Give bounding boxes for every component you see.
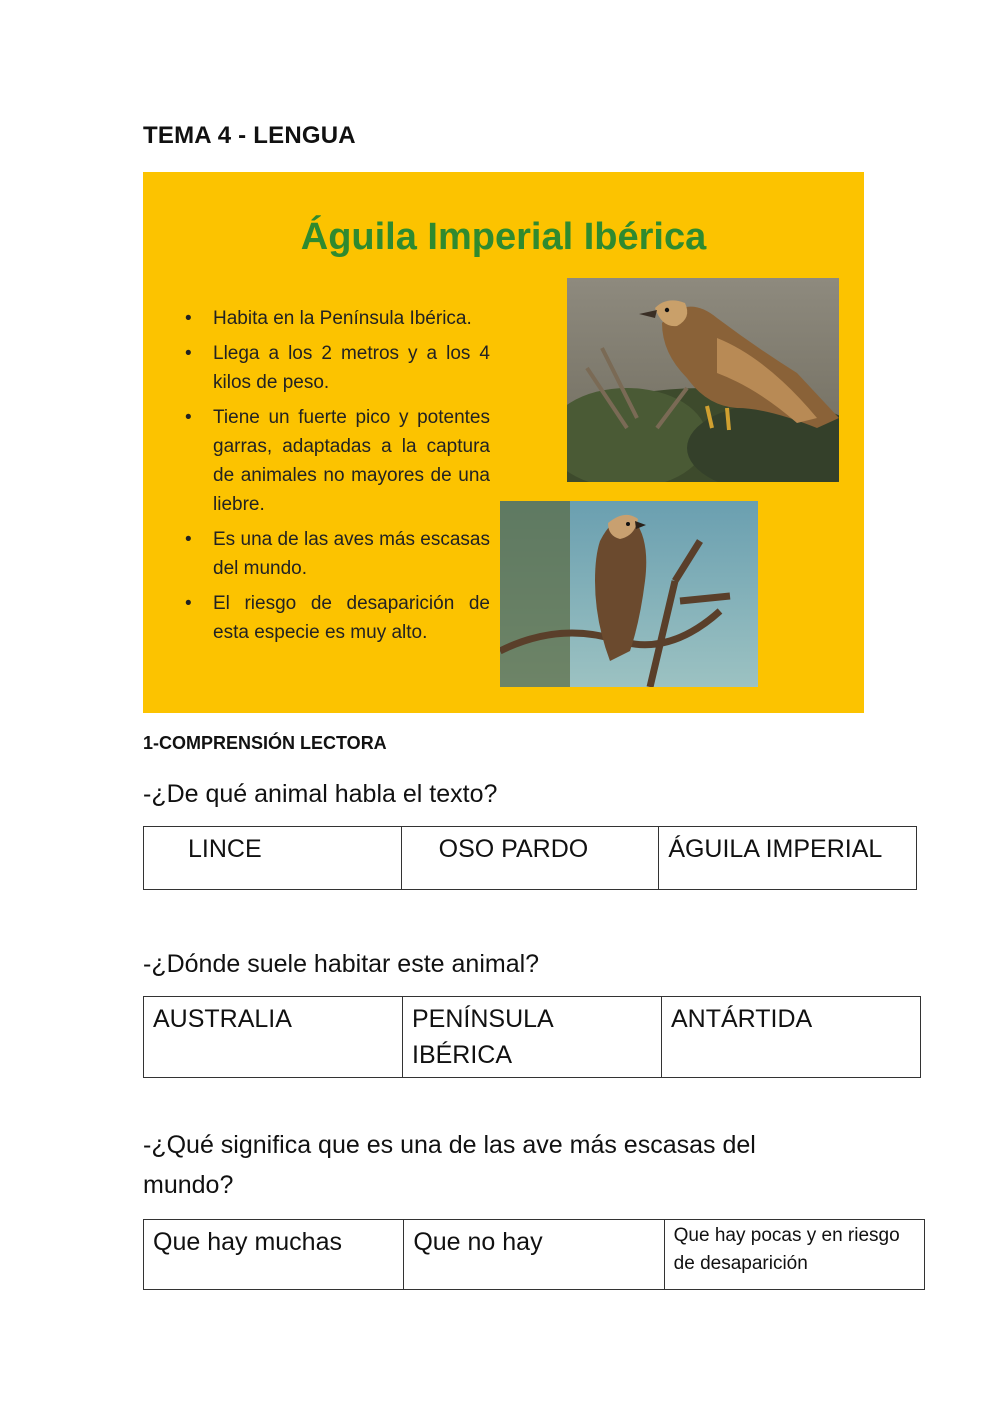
document-title: TEMA 4 - LENGUA [143, 122, 356, 149]
answer-option-que-hay-pocas[interactable]: Que hay pocas y en riesgo de desaparición [664, 1220, 924, 1290]
slide-image [143, 172, 864, 713]
slide-title: Águila Imperial Ibérica [300, 216, 707, 258]
bullet-item: • Habita en la Península Ibérica. [185, 304, 490, 333]
bullet-item: • Es una de las aves más escasas del mundo. [185, 525, 490, 583]
question-3: -¿Qué significa que es una de las ave más escasas del mundo? [143, 1131, 756, 1199]
answer-option-aguila-imperial[interactable]: ÁGUILA IMPERIAL [659, 827, 917, 890]
answer-option-que-no-hay[interactable]: Que no hay [404, 1220, 664, 1290]
answer-option-australia[interactable]: AUSTRALIA [144, 997, 403, 1078]
question-1: -¿De qué animal habla el texto? [143, 780, 498, 808]
bullet-item: • Llega a los 2 metros y a los 4 kilos de peso. [185, 339, 490, 397]
answer-table-2 [143, 996, 921, 1078]
answer-option-que-hay-muchas[interactable]: Que hay muchas [144, 1220, 404, 1290]
eagle-photo-perched [567, 278, 839, 482]
bullet-item: • El riesgo de desaparición de esta especie es muy alto. [185, 589, 490, 647]
answer-table-3 [143, 1219, 925, 1290]
bullet-list [185, 304, 490, 653]
section-heading: 1-COMPRENSIÓN LECTORA [143, 733, 387, 753]
answer-option-oso-pardo[interactable]: OSO PARDO [401, 827, 659, 890]
answer-option-antartida[interactable]: ANTÁRTIDA [662, 997, 921, 1078]
answer-option-peninsula-iberica[interactable]: PENÍNSULA IBÉRICA [403, 997, 662, 1078]
answer-option-lince[interactable]: LINCE [144, 827, 402, 890]
eagle-photo-branch [500, 501, 758, 687]
question-2: -¿Dónde suele habitar este animal? [143, 950, 540, 978]
answer-table-1 [143, 826, 917, 890]
bullet-item: • Tiene un fuerte pico y potentes garras, adaptadas a la captura de animales no mayores de una liebre. [185, 403, 490, 519]
